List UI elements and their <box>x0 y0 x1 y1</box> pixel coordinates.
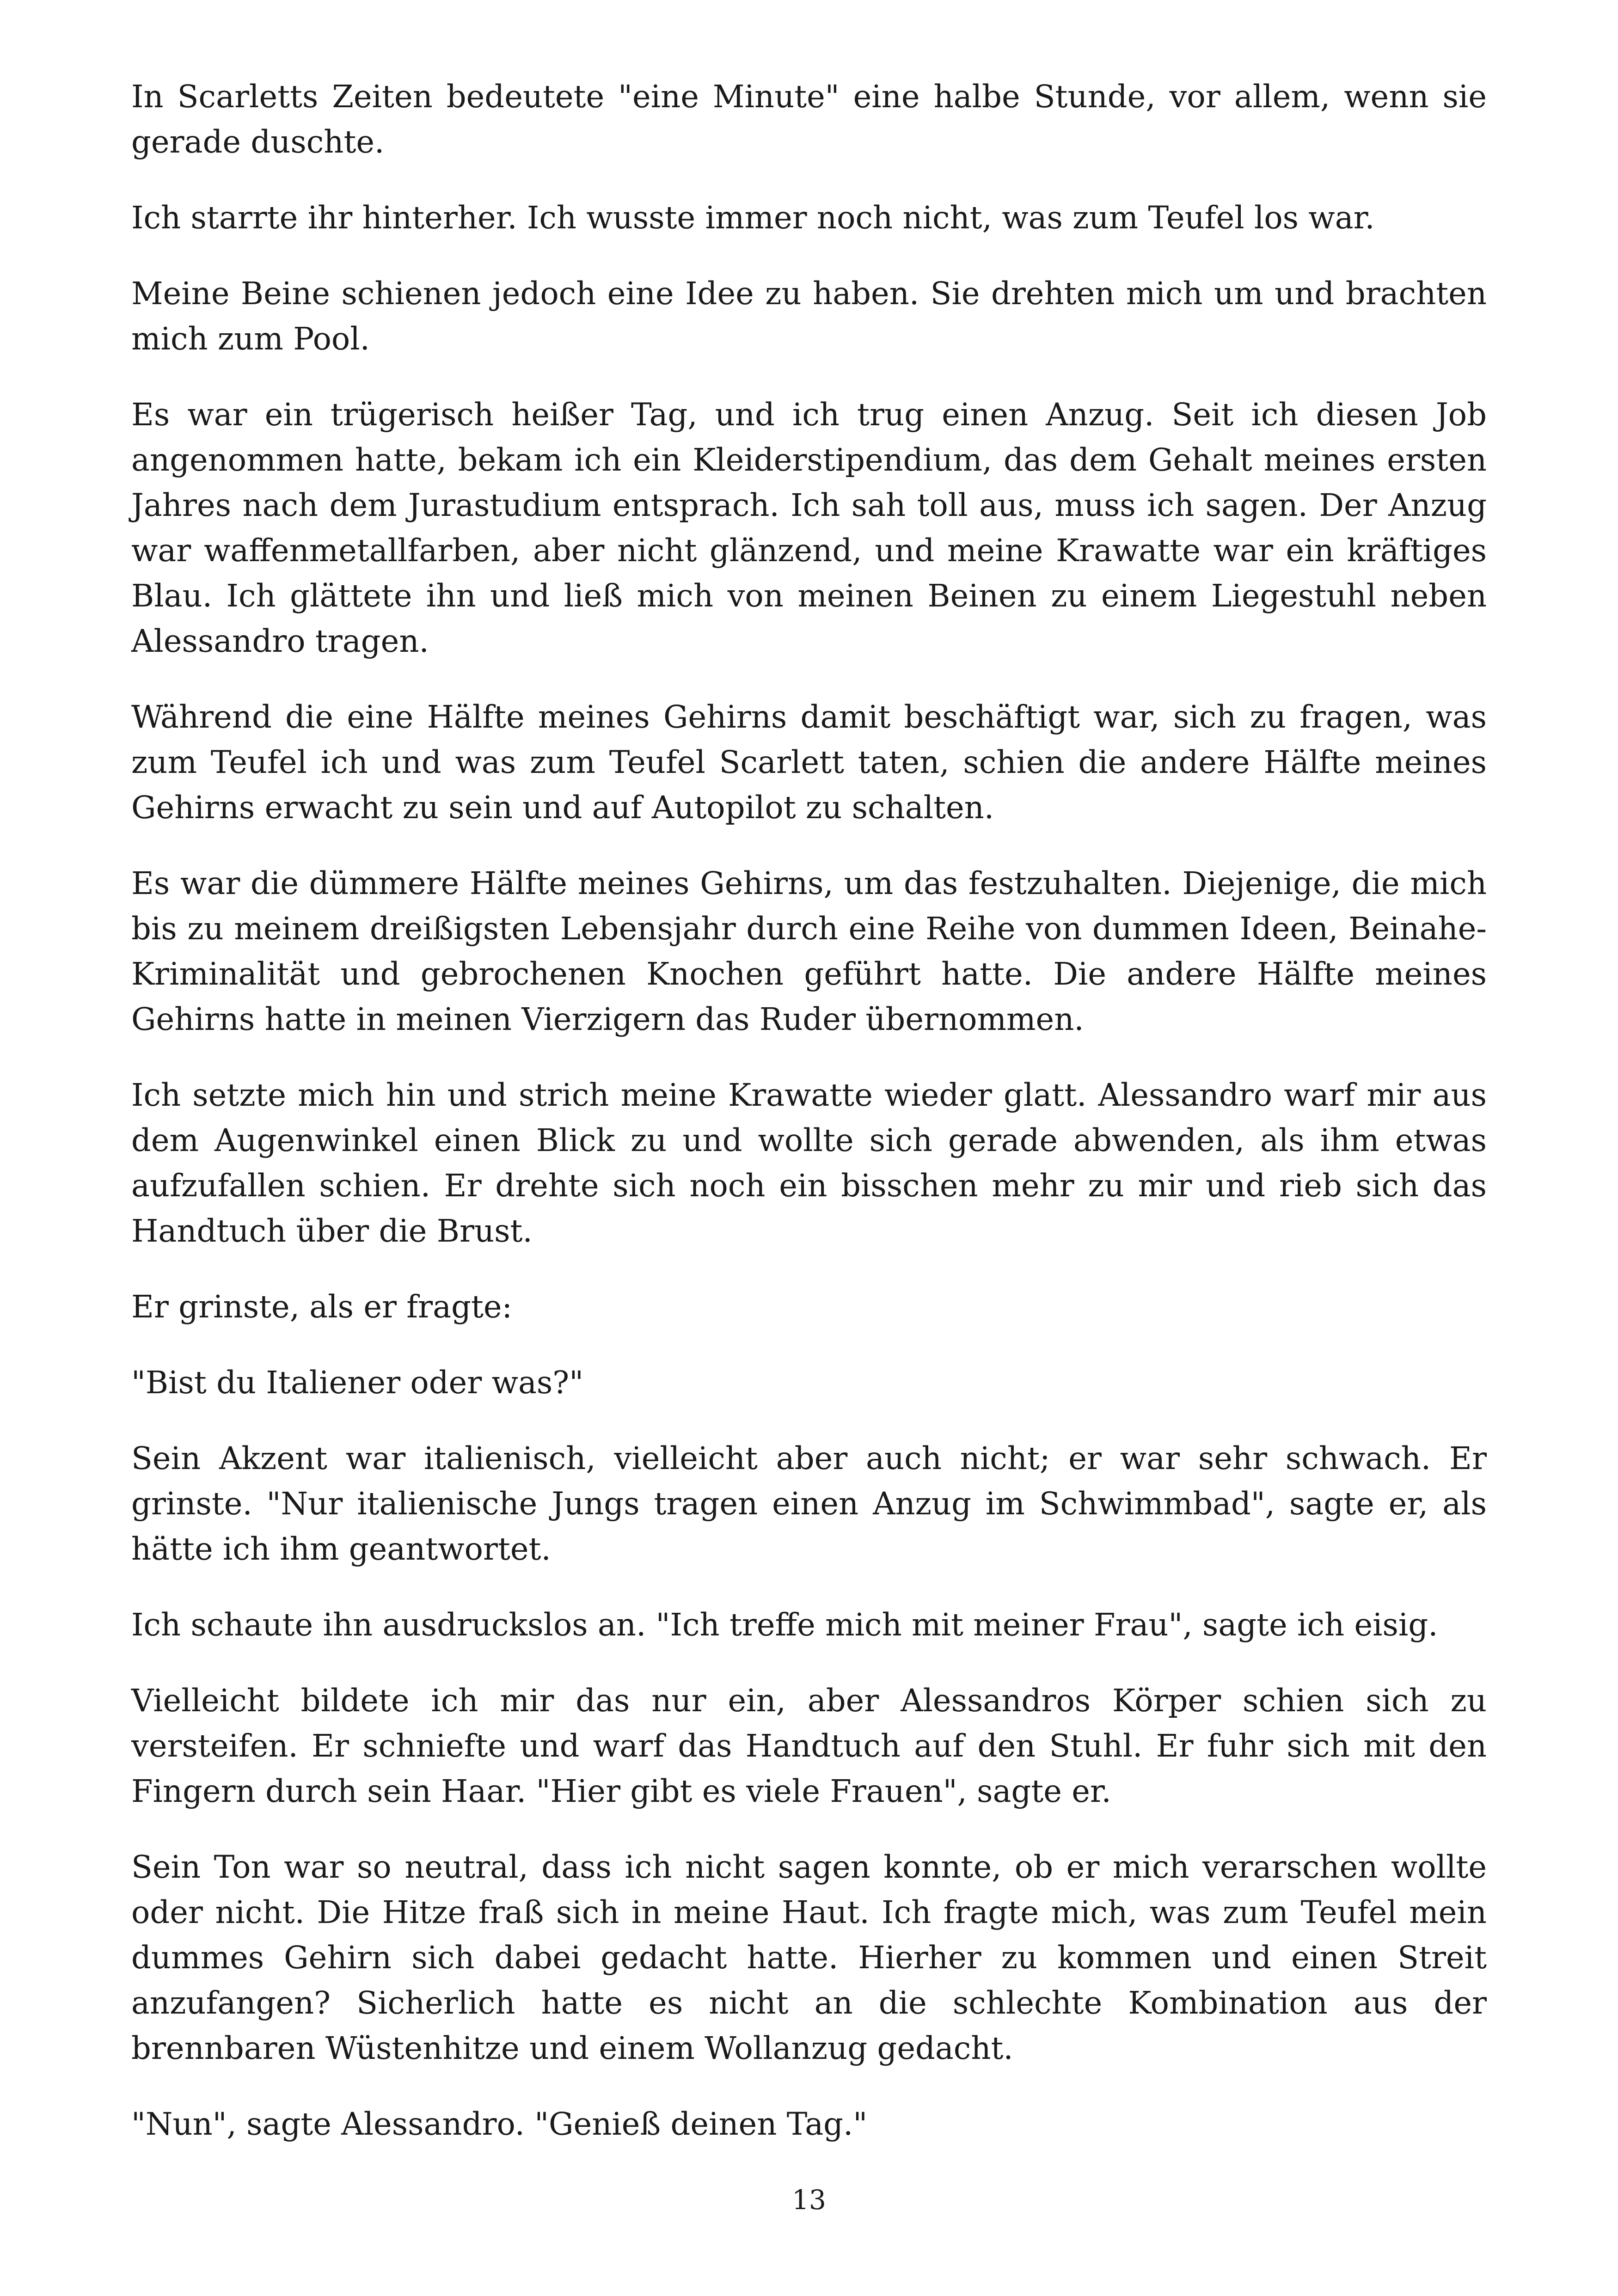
paragraph: Es war die dümmere Hälfte meines Gehirns, um das festzuhalten. Diejenige, die mich bis zu meinem dreißigsten Lebensjahr durch eine Reihe von dummen Ideen, Beinahe-Kriminalität und gebrochenen Knochen geführt hatte. Die andere Hälfte meines Gehirns hatte in meinen Vierzigern das Ruder übernommen. <box>131 865 1487 1037</box>
paragraph: Es war ein trügerisch heißer Tag, und ich trug einen Anzug. Seit ich diesen Job angenommen hatte, bekam ich ein Kleiderstipendium, das dem Gehalt meines ersten Jahres nach dem Jurastudium entsprach. Ich sah toll aus, muss ich sagen. Der Anzug war waffenmetallfarben, aber nicht glänzend, und meine Krawatte war ein kräftiges Blau. Ich glättete ihn und ließ mich von meinen Beinen zu einem Liegestuhl neben Alessandro tragen. <box>131 397 1487 659</box>
paragraph: Ich starrte ihr hinterher. Ich wusste immer noch nicht, was zum Teufel los war. <box>131 200 1375 236</box>
paragraph: Ich setzte mich hin und strich meine Krawatte wieder glatt. Alessandro warf mir aus dem Augenwinkel einen Blick zu und wollte sich gerade abwenden, als ihm etwas aufzufallen schien. Er drehte sich noch ein bisschen mehr zu mir und rieb sich das Handtuch über die Brust. <box>131 1077 1487 1249</box>
paragraph: In Scarletts Zeiten bedeutete "eine Minute" eine halbe Stunde, vor allem, wenn sie gerade duschte. <box>131 79 1487 160</box>
paragraph: "Nun", sagte Alessandro. "Genieß deinen Tag." <box>131 2106 868 2142</box>
paragraph: Vielleicht bildete ich mir das nur ein, aber Alessandros Körper schien sich zu versteifen. Er schniefte und warf das Handtuch auf den Stuhl. Er fuhr sich mit den Fingern durch sein Haar. "Hier gibt es viele Frauen", sagte er. <box>131 1683 1487 1809</box>
paragraph: Er grinste, als er fragte: <box>131 1289 513 1325</box>
page-number: 13 <box>792 2184 826 2216</box>
paragraph: Meine Beine schienen jedoch eine Idee zu haben. Sie drehten mich um und brachten mich zum Pool. <box>131 276 1487 357</box>
paragraph: "Bist du Italiener oder was?" <box>131 1365 584 1401</box>
body-text <box>131 74 1487 2177</box>
paragraph: Sein Ton war so neutral, dass ich nicht sagen konnte, ob er mich verarschen wollte oder nicht. Die Hitze fraß sich in meine Haut. Ich fragte mich, was zum Teufel mein dummes Gehirn sich dabei gedacht hatte. Hierher zu kommen und einen Streit anzufangen? Sicherlich hatte es nicht an die schlechte Kombination aus der brennbaren Wüstenhitze und einem Wollanzug gedacht. <box>131 1849 1487 2066</box>
paragraph: Während die eine Hälfte meines Gehirns damit beschäftigt war, sich zu fragen, was zum Teufel ich und was zum Teufel Scarlett taten, schien die andere Hälfte meines Gehirns erwacht zu sein und auf Autopilot zu schalten. <box>131 699 1487 826</box>
paragraph: Ich schaute ihn ausdruckslos an. "Ich treffe mich mit meiner Frau", sagte ich eisig. <box>131 1607 1438 1643</box>
paragraph: Sein Akzent war italienisch, vielleicht aber auch nicht; er war sehr schwach. Er grinste. "Nur italienische Jungs tragen einen Anzug im Schwimmbad", sagte er, als hätte ich ihm geantwortet. <box>131 1440 1487 1567</box>
